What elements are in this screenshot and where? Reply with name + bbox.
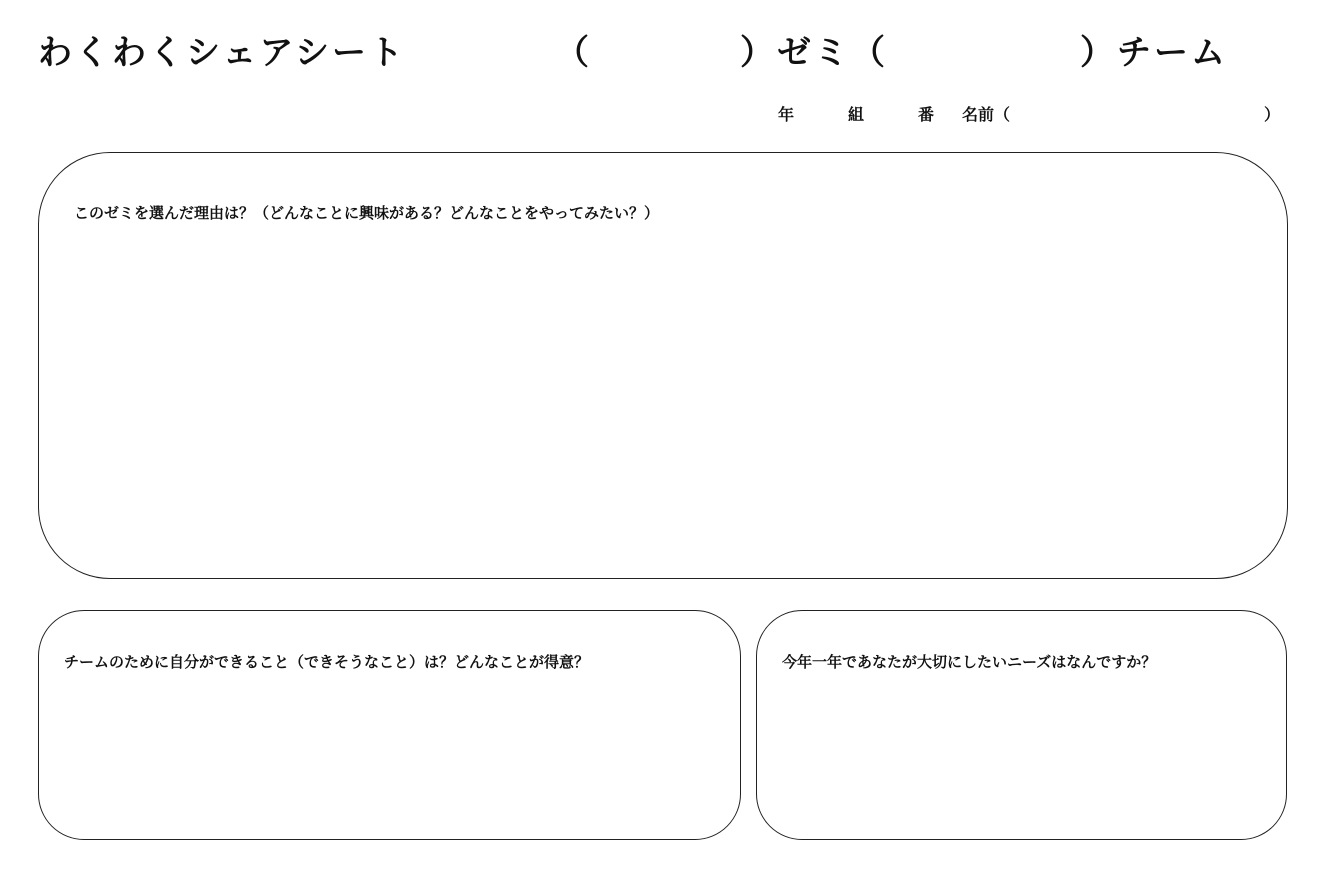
name-close-paren: ）: [1264, 105, 1281, 124]
zemi-open-paren: （: [555, 33, 592, 73]
class-label: 組: [848, 105, 865, 124]
year-label: 年: [778, 105, 795, 124]
yearly-needs-answer-box[interactable]: [756, 610, 1287, 840]
team-contribution-prompt: チームのために自分ができること（できそうなこと）は？どんなことが得意？: [64, 653, 590, 671]
number-label: 番: [918, 105, 935, 124]
reason-prompt: このゼミを選んだ理由は？（どんなことに興味がある？どんなことをやってみたい？）: [74, 204, 660, 222]
team-label: ）チーム: [1080, 33, 1228, 73]
yearly-needs-prompt: 今年一年であなたが大切にしたいニーズはなんですか？: [782, 653, 1157, 671]
team-contribution-answer-box[interactable]: [38, 610, 741, 840]
sheet-title: わくわくシェアシート: [38, 33, 406, 73]
zemi-label: ）ゼミ（: [740, 33, 888, 73]
name-label: 名前（: [962, 105, 1011, 124]
